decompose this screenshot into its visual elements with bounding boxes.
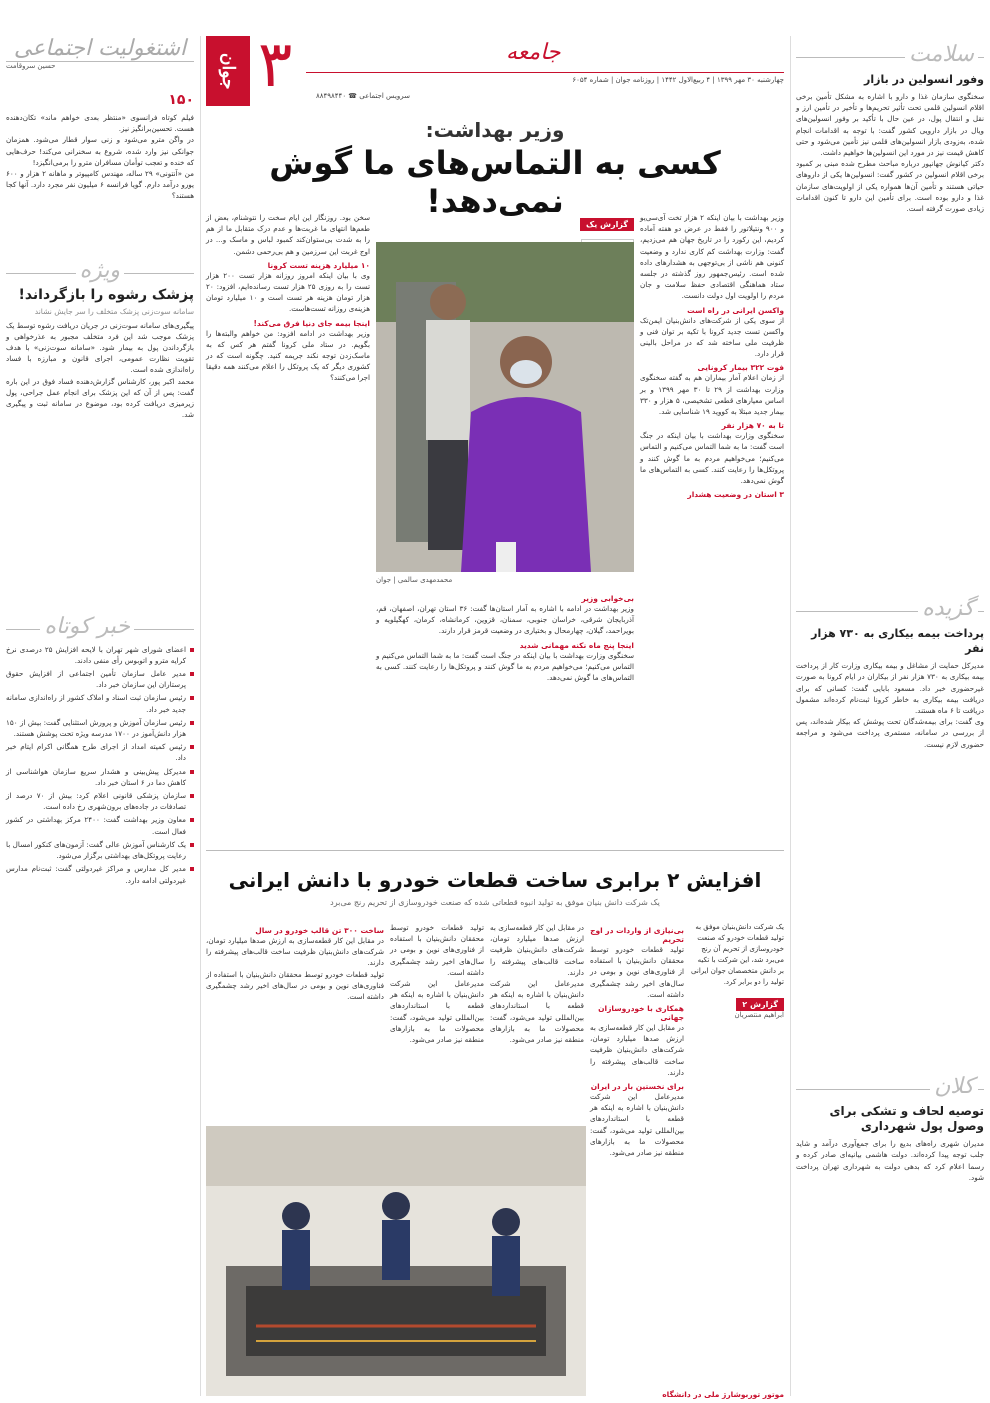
second-body: مدیرعامل این شرکت دانش‌بنیان با اشاره به اینکه هر قطعه با استانداردهای بین‌المللی تولید می‌شود، گفت: محصولات ما به بازارهای منطقه نیز صادر می‌شود. — [490, 979, 584, 1045]
second-col-1 — [590, 922, 684, 1382]
right-body: سخنگوی سازمان غذا و دارو با اشاره به مشکل تأمین برخی اقلام انسولین قلمی تحت تأثیر تحریم‌ها و تأخیر در تأمین ارز و نقل و انتقال پول، در عین حال با تأکید بر وفور انسولین‌های ویال در بازار دارویی کشور گفت: با توجه به اقدامات انجام شده، به‌زودی بازار انسولین‌های قلمی نیز تأمین می‌شود و حتی کاهش قیمت نیز در مورد این انسولین‌ها خواهیم داشت. — [796, 92, 984, 158]
right-body: مدیران شهری راه‌های بدیع را برای جمع‌آوری درآمد و شاید جلب توجه پیدا کرده‌اند. دولت هاشمی بیانیه‌ای صادر کرده و رسما اعلام کرد که بدهی دولت به شهرداری تهران پرداخت شود. — [796, 1139, 984, 1182]
left-body: محمد اکبر پور، کارشناس گزارش‌دهنده فساد فوق در این باره گفت: پس از آن که این پزشک برای انجام عمل جراحی، پول زیرمیزی دریافت کرده بود، موضوع در سامانه ثبت و پیگیری شد. — [6, 376, 194, 420]
page-header — [206, 28, 784, 110]
section-divider: خبر کوتاه — [6, 616, 194, 638]
second-body: مدیرعامل این شرکت دانش‌بنیان با اشاره به اینکه هر قطعه با استانداردهای بین‌المللی تولید می‌شود، گفت: محصولات ما به بازارهای منطقه نیز صادر می‌شود. — [590, 1092, 684, 1158]
headline: کسی به التماس‌های ما گوش نمی‌دهد! — [269, 144, 721, 220]
main-body: وزیر بهداشت در ادامه افزود: من خواهم والبته‌ها را بگویم. در ستاد ملی کرونا گفتم هر کس که به ماسک‌زدن توجه نکند جریمه کنید. چگونه است که در کشوری دیگر که یک پروتکل را اعلام می‌کنند همه دقیقا اجرا می‌کنند؟ — [206, 328, 370, 383]
main-body: از سوی یکی از شرکت‌های دانش‌بنیان ایمن‌تک واکسن تست جدید کرونا با تکیه بر توان فنی و ظرفیت ملی ساخته شد که در مراحل بالینی قرار دارد. — [640, 315, 784, 359]
factory-photo — [206, 1126, 586, 1396]
left-headline: پزشک رشوه را بازگرداند! — [18, 286, 194, 303]
main-headline-block — [206, 118, 784, 220]
second-sub5 — [590, 1386, 784, 1398]
main-body: وی با بیان اینکه امروز روزانه هزار تست ۲۰۰ هزار تست را به روزی ۲۵ هزار تست رسانده‌ایم، افزود: ۲۰ هزار تومان هزینه هر تست است و ۱۰ میلیارد تومان هزینه‌ی روزانه تست‌هاست. — [206, 270, 371, 314]
left-body: پیگیری‌های سامانه سوت‌زنی در جریان دریافت رشوه توسط یک پزشک موجب شد این فرد متخلف مجبور به عذرخواهی و بازگرداندن پول به بیمار شود. «سامانه سوت‌زنی» با هدف تقویت نظارت عمومی، اجرای قانون و مبارزه با فساد راه‌اندازی شده است. — [6, 320, 194, 375]
second-body: تولید قطعات خودرو توسط محققان دانش‌بنیان با استفاده از فناوری‌های نوین و بومی در سال‌های اخیر رشد چشمگیری داشته است. — [590, 945, 684, 999]
news-item: معاون وزیر بهداشت گفت: ۲۴۰۰ مرکز بهداشتی در کشور فعال است. — [6, 814, 194, 836]
right-body: وی گفت: برای بیمه‌شدگان تحت پوشش که بیکار شده‌اند، پس از بررسی در سامانه، مستمری پرداخت می‌شود و مراجعه حضوری لازم نیست. — [796, 717, 984, 749]
right-body: مدیرکل حمایت از مشاغل و بیمه بیکاری وزارت کار از پرداخت بیمه بیکاری به ۷۳۰ هزار نفر از بیکاران در ایام کرونا به صورت غیرحضوری خبر داد. مسعود بابایی گفت: کسانی که برای دریافت بیمه بیکاری به خاطر کرونا ثبت‌نام کرده‌اند مشمول دریافت تا ۶ ماه هستند. — [796, 661, 985, 716]
second-intro — [690, 922, 784, 1102]
report-author-2: ابراهیم منتصریان — [734, 1011, 784, 1019]
section-title: جامعه — [506, 40, 561, 65]
phone-line: سرویس اجتماعی ☎ ۸۸۴۹۸۴۴۰ — [316, 92, 411, 100]
left-lead: سامانه سوت‌زنی پزشک متخلف را سر جایش نشاند — [34, 306, 194, 316]
left-author: حسین سروقامت — [6, 62, 56, 70]
second-body: در مقابل این کار قطعه‌سازی به ارزش صدها میلیارد تومان، شرکت‌های دانش‌بنیان ظرفیت ساخت قالب‌های پیشرفته را دارند. — [206, 936, 384, 968]
section-divider: گزیده — [796, 598, 984, 620]
logo: جوان — [206, 36, 250, 106]
main-photo-block — [376, 212, 634, 584]
second-body: در مقابل این کار قطعه‌سازی به ارزش صدها میلیارد تومان، شرکت‌های دانش‌بنیان ظرفیت ساخت قالب‌های پیشرفته را دارند. — [490, 923, 584, 977]
left-body: در واگن مترو می‌شود و زنی سوار قطار می‌شود. همزمان جوانکی نیز وارد شده، شروع به سخنرانی می‌کند! حرف‌هایی که خنده و تعجب توأمان مسافران مترو را برمی‌انگیزد! — [6, 135, 194, 167]
left-body: من «آنتونی» ۲۹ ساله، مهندس کامپیوتر و ماهانه ۲ هزار و ۶۰۰ یورو درآمد دارم. گویا فرانسه ۶ میلیون نفر مجرد دارد. آنها کجا هستند؟ — [6, 169, 194, 201]
right-column — [796, 36, 984, 1403]
main-subhead: بی‌خوابی وزیر — [581, 594, 634, 603]
section-divider: کلان — [796, 1076, 984, 1098]
right-headline: پرداخت بیمه بیکاری به ۷۳۰ هزار نفر — [811, 627, 984, 656]
main-col-1 — [640, 212, 784, 842]
left-body: فیلم کوتاه فرانسوی «منتظر بعدی خواهم ماند» تکان‌دهنده هست. تحسین‌برانگیز نیز. — [6, 113, 194, 134]
main-col-3 — [376, 590, 634, 840]
main-subhead: تا به ۷۰ هزار نفر — [721, 421, 784, 431]
second-article-header — [206, 868, 784, 907]
second-body: مدیرعامل این شرکت دانش‌بنیان با اشاره به اینکه هر قطعه با استانداردهای بین‌المللی تولید می‌شود، گفت: محصولات ما به بازارهای منطقه نیز صادر می‌شود. — [390, 979, 484, 1045]
left-section-title: اشتغولیت اجتماعی — [6, 36, 194, 62]
second-headline: افزایش ۲ برابری ساخت قطعات خودرو با دانش ایرانی — [228, 868, 762, 892]
second-col-3 — [390, 922, 484, 1122]
second-subhead: برای نخستین بار در ایران — [590, 1082, 684, 1092]
right-body: دکتر کیانوش جهانپور درباره مباحث مطرح شده مبنی بر کمبود برخی اقلام انسولین در کشور گفت: انسولین‌ها یکی از داروهای حیاتی هستند و تأمین آن‌ها همواره یکی از اولویت‌های سازمان غذا و دارو بوده است. برای تأمین این دارو تا کنون اقدامات زیادی صورت گرفته است. — [796, 159, 984, 214]
second-body: تولید قطعات خودرو توسط محققان دانش‌بنیان با استفاده از فناوری‌های نوین و بومی در سال‌های اخیر رشد چشمگیری داشته است. — [206, 969, 384, 1002]
main-body: وزیر بهداشت با بیان اینکه ۲ هزار تخت آی‌سی‌یو و ۹۰۰ ونتیلاتور را فقط در عرض دو هفته آماده کردیم، این رکورد را در تاریخ جهان هم می‌زدیم، گفت: وزارت بهداشت کم کاری ندارد و وضعیت کنونی هم ناشی از بی‌توجهی به هشدارهای داده شده است. رئیس‌جمهور روز گذشته در جلسه ستاد هماهنگی اقتصادی حفظ سلامت و جان مردم را اولویت اول دولت دانست. — [640, 213, 785, 301]
left-column — [6, 0, 194, 1403]
kicker: وزیر بهداشت: — [425, 118, 565, 142]
news-item: رئیس کمیته امداد از اجرای طرح همگانی اکرام ایتام خبر داد. — [6, 741, 194, 763]
second-subhead: ساخت ۳۰۰ تن قالب خودرو در سال — [255, 926, 384, 935]
main-body: سخنگوی وزارت بهداشت با بیان اینکه در جنگ است گفت: ما به شما التماس می‌کنیم و التماس می‌کنیم؛ می‌خواهیم مردم به ما گوش کنند و پروتکل‌ها را رعایت کنند. کسی به التماس‌های ما گوش نمی‌دهد. — [640, 431, 784, 486]
second-subhead: موتور توربوشارژ ملی در دانشگاه — [662, 1390, 784, 1399]
page-number: ۳ — [258, 28, 293, 102]
right-headline: توصیه لحاف و تشکی برای وصول پول شهرداری — [829, 1104, 984, 1134]
news-item: سازمان پزشکی قانونی اعلام کرد: بیش از ۷۰ درصد از تصادفات در جاده‌های برون‌شهری رخ داده است. — [6, 790, 194, 812]
second-subhead: بی‌نیازی از واردات در اوج تحریم — [590, 926, 684, 944]
second-subhead: همکاری با خودروسازان جهانی — [598, 1004, 684, 1023]
main-subhead: ۳ استان در وضعیت هشدار — [687, 490, 784, 500]
section-divider: ویژه — [6, 260, 194, 282]
news-item: یک کارشناس آموزش عالی گفت: آزمون‌های کنکور امسال با رعایت پروتکل‌های بهداشتی برگزار می‌شود. — [6, 839, 194, 861]
second-col-2 — [490, 922, 584, 1122]
news-item: مدیر کل مدارس و مراکز غیردولتی گفت: ثبت‌نام مدارس غیردولتی ادامه دارد. — [6, 863, 194, 885]
main-subhead: اینجا پنج ماه نکنه مهمانی شدید — [519, 640, 634, 650]
second-body: تولید قطعات خودرو توسط محققان دانش‌بنیان با استفاده از فناوری‌های نوین و بومی در سال‌های اخیر رشد چشمگیری داشته است. — [390, 923, 484, 977]
main-photo — [376, 242, 634, 572]
report-badge: گزارش یک — [580, 218, 634, 231]
short-news-list — [6, 644, 194, 886]
second-lead: یک شرکت دانش‌بنیان موفق به تولید قطعات خودرو که صنعت خودروسازی از تحریم آن رنج می‌برد شد، این شرکت با تکیه بر دانش متخصصان جوان ایرانی تولید را دو برابر کرد. — [691, 923, 784, 986]
news-item: مدیر عامل سازمان تأمین اجتماعی از افزایش حقوق پرستاران این سازمان خبر داد. — [6, 668, 194, 690]
right-headline: وفور انسولین در بازار — [864, 73, 984, 86]
date-line: چهارشنبه ۳۰ مهر ۱۳۹۹ | ۴ ربیع‌الاول ۱۴۴۲ | روزنامه جوان | شماره ۶۰۵۴ — [572, 76, 784, 84]
news-item: رئیس سازمان آموزش و پرورش استثنایی گفت: بیش از ۱۵۰ هزار دانش‌آموز در ۱۷۰۰ مدرسه ویژه تحت پوشش هستند. — [6, 717, 194, 739]
photo-caption: محمدمهدی سالمی | جوان — [376, 576, 453, 584]
main-subhead: واکسن ایرانی در راه است — [687, 305, 784, 315]
left-number: ۱۵۰ — [168, 92, 194, 108]
news-item: رئیس سازمان ثبت اسناد و املاک کشور از راه‌اندازی سامانه جدید خبر داد. — [6, 692, 194, 714]
section-divider: سلامت — [796, 44, 984, 66]
main-subhead: ۱۰ میلیارد هزینه تست کرونا — [267, 260, 370, 270]
news-item: اعضای شورای شهر تهران با لایحه افزایش ۲۵ درصدی نرخ کرایه مترو و اتوبوس رأی منفی دادند. — [6, 644, 194, 666]
second-body: در مقابل این کار قطعه‌سازی به ارزش صدها میلیارد تومان، شرکت‌های دانش‌بنیان ظرفیت ساخت قالب‌های پیشرفته را دارند. — [590, 1023, 684, 1077]
second-subhead: یک شرکت دانش بنیان موفق به تولید انبوه قطعاتی شده که صنعت خودروسازی از تحریم رنج می‌برد — [330, 898, 660, 907]
main-body: سخن بود. روزنگار این ایام سخت را نتوشنام، بعض از طعم‌ها انتهای ما غربت‌ها و عدم درک متقابل ما از هم را به شدت بی‌ستوان‌کند کمبود لباس و ماسک و... در اوج غربت این سرزمین و هم بی‌رحمی دشمن. — [206, 213, 370, 256]
news-item: مدیرکل پیش‌بینی و هشدار سریع سازمان هواشناسی از کاهش دما در ۶ استان خبر داد. — [6, 766, 194, 788]
main-body: وزیر بهداشت در ادامه با اشاره به آمار استان‌ها گفت: ۳۶ استان تهران، اصفهان، قم، آذربایجان شرقی، خراسان جنوبی، سمنان، قزوین، کرمانشاه، کرمان، کهگیلویه و بویراحمد، گیلان، چهارمحال و بختیاری در وضعیت قرمز قرار دارند. — [376, 604, 634, 636]
report-badge-2: گزارش ۲ — [736, 998, 784, 1011]
main-subhead: اینجا بیمه جای دنیا فرق می‌کند! — [253, 318, 370, 328]
main-col-2 — [206, 212, 370, 772]
main-body: از زمان اعلام آمار بیماران هم به گفته سخنگوی وزارت بهداشت از ۲۹ تا ۳۰ مهر ۱۳۹۹ و بر اساس معیارهای قطعی تشخیصی، ۵ هزار و ۳۳۰ بیمار جدید مبتلا به کووید ۱۹ شناسایی شد. — [640, 373, 784, 417]
main-subhead: فوت ۳۲۲ بیمار کرونایی — [697, 363, 784, 373]
main-body: سخنگوی وزارت بهداشت با بیان اینکه در جنگ است گفت: ما به شما التماس می‌کنیم و التماس می‌کنیم؛ می‌خواهیم مردم به ما گوش کنند و پروتکل‌ها را رعایت کنند. کسی به التماس‌های ما گوش نمی‌دهد. — [376, 650, 634, 683]
